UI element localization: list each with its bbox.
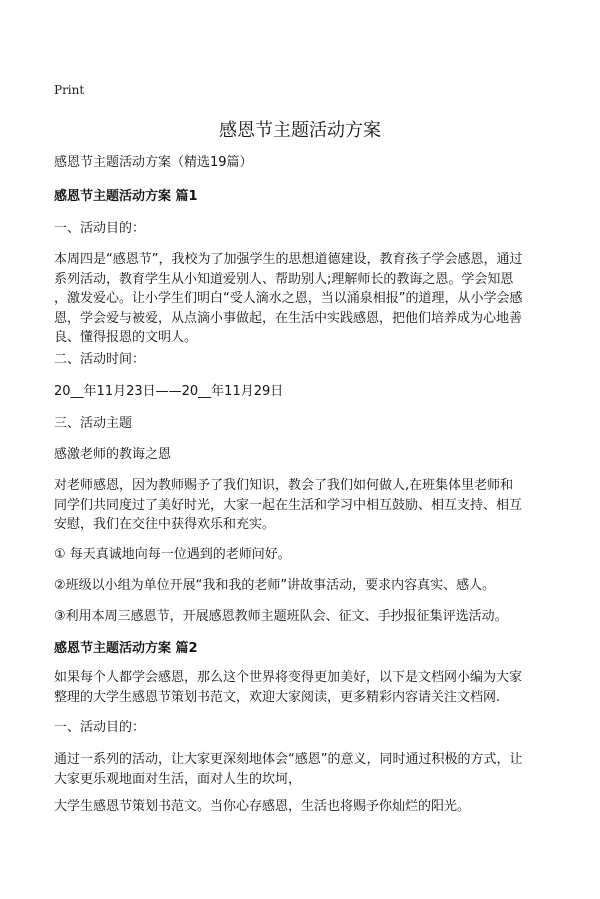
activity-time-value: 20__年11月23日——20__年11月29日 [54,384,284,399]
paragraph-line: 本周四是“感恩节”，我校为了加强学生的思想道德建设，教育孩子学会感恩，通过 [54,252,523,267]
activity-goal-label: 一、活动目的： [54,221,146,236]
activity-theme-value: 感激老师的教诲之恩 [54,447,172,462]
paragraph-line: 恩，学会爱与被爱，从点滴小事做起，在生活中实践感恩，把他们培养成为心地善 [54,310,523,326]
print-label: Print [54,83,85,97]
paragraph-line: 安慰，我们在交往中获得欢乐和充实。 [54,517,276,532]
activity-goal-paragraph-2 [54,750,549,789]
list-item-2: ②班级以小组为单位开展“我和我的老师”讲故事活动，要求内容真实、感人。 [54,578,496,593]
section-heading-1: 感恩节主题活动方案 篇1 [54,189,198,204]
activity-goal-label-2: 一、活动目的： [54,720,146,735]
paragraph-line: 对老师感恩，因为教师赐予了我们知识，教会了我们如何做人,在班集体里老师和 [54,478,514,493]
paragraph-line: 通过一系列的活动，让大家更深刻地体会“感恩”的意义，同时通过积极的方式，让 [54,752,523,767]
paragraph-line: 如果每个人都学会感恩，那么这个世界将变得更加美好，以下是文档网小编为大家 [54,670,523,685]
paragraph-line: 整理的大学生感恩节策划书范文，欢迎大家阅读，更多精彩内容请关注文档网. [54,689,501,705]
page-title: 感恩节主题活动方案 [219,120,381,141]
paragraph-line: 同学们共同度过了美好时光，大家一起在生活和学习中相互鼓励、相互支持、相互 [54,497,523,513]
theme-paragraph [54,476,549,535]
list-item-1: ① 每天真诚地向每一位遇到的老师问好。 [54,547,291,562]
activity-theme-label: 三、活动主题 [54,416,133,431]
section-heading-2: 感恩节主题活动方案 篇2 [54,641,198,656]
closing-line: 大学生感恩节策划书范文。当你心存感恩，生活也将赐予你灿烂的阳光。 [54,799,471,814]
activity-time-label: 二、活动时间： [54,352,146,367]
list-item-3: ③利用本周三感恩节，开展感恩教师主题班队会、征文、手抄报征集评选活动。 [54,609,508,624]
paragraph-line: 大家更乐观地面对生活，面对人生的坎坷， [54,771,302,787]
paragraph-line: 系列活动，教育学生从小知道爱别人、帮助别人;理解师长的教诲之恩。学会知恩 [54,271,514,287]
paragraph-line: 良、懂得报恩的文明人。 [54,330,198,345]
intro-paragraph [54,668,549,707]
activity-goal-paragraph [54,250,549,348]
paragraph-line: ，激发爱心。让小学生们明白“受人滴水之恩，当以涌泉相报”的道理，从小学会感 [54,291,523,306]
document-subtitle: 感恩节主题活动方案（精选19篇） [54,155,253,170]
